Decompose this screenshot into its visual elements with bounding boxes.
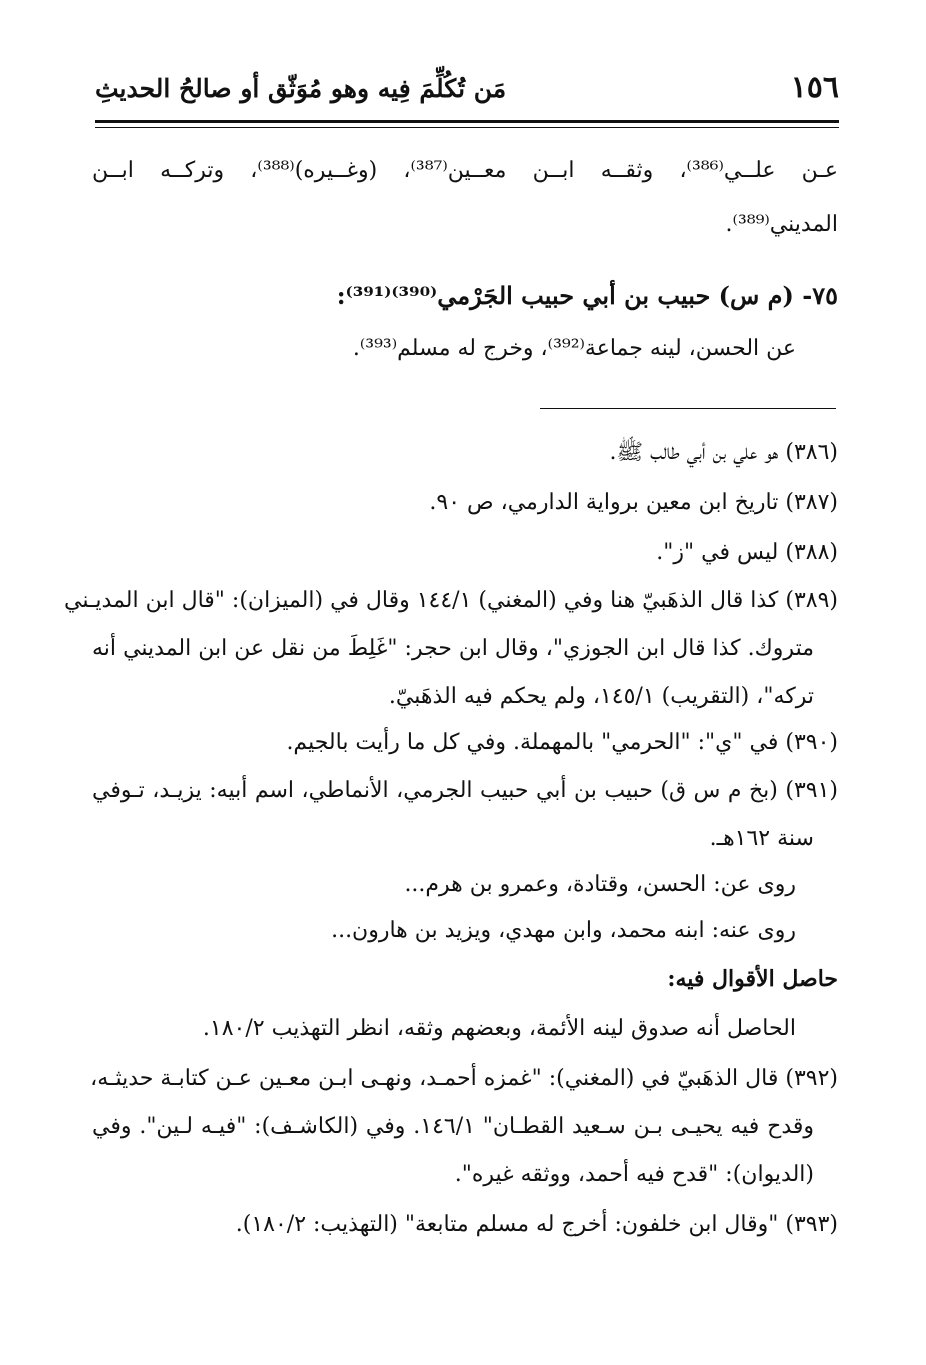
footnote-line: الحاصل أنه صدوق لينه الأئمة، وبعضهم وثقه، انظر التهذيب ١٨٠/٢. [202, 1016, 796, 1041]
footnote-line: (٣٩١) (بخ م س ق) حبيب بن أبي حبيب الجرمي، الأنماطي، اسم أبيه: يزيـد، تـوفي [92, 778, 838, 803]
footnote-line: سنة ١٦٢هـ. [709, 826, 814, 851]
main-text-line: عـن علــي⁽³⁸⁶⁾، وثقــه ابــن معــين⁽³⁸⁷⁾، (وغــيره)⁽³⁸⁸⁾، وتركــه ابــن [92, 158, 838, 183]
footnote-separator [540, 408, 836, 409]
entry-body: عن الحسن، لينه جماعة⁽³⁹²⁾، وخرج له مسلم⁽³⁹³⁾. [352, 336, 796, 361]
footnote-line: تركه"، (التقريب) ١٤٥/١، ولم يحكم فيه الذهَبيّ. [388, 684, 814, 709]
page-number: ١٥٦ [790, 70, 839, 105]
footnote-line: (الديوان): "قدح فيه أحمد، ووثقه غيره". [454, 1162, 814, 1187]
footnote-line: (٣٨٦) هو علي بن أبي طالب ﷺ. [609, 440, 838, 465]
footnote-line: (٣٨٩) كذا قال الذهَبيّ هنا وفي (المغني) ١٤٤/١ وقال في (الميزان): "قال ابن المديـني [64, 588, 838, 613]
footnote-line: (٣٨٨) ليس في "ز". [656, 540, 838, 565]
footnote-line: روى عن: الحسن، وقتادة، وعمرو بن هرم... [404, 872, 796, 897]
section-heading: حاصل الأقوال فيه: [667, 966, 838, 992]
footnote-line: (٣٩٣) "وقال ابن خلفون: أخرج له مسلم متابعة" (التهذيب: ١٨٠/٢). [235, 1212, 838, 1237]
footnote-line: متروك. كذا قال ابن الجوزي"، وقال ابن حجر: "غَلِطَ من نقل عن ابن المديني أنه [92, 636, 814, 661]
footnote-line: روى عنه: ابنه محمد، وابن مهدي، ويزيد بن هارون... [331, 918, 796, 943]
footnote-line: (٣٨٧) تاريخ ابن معين برواية الدارمي، ص ٩٠. [429, 490, 838, 515]
footnote-line: (٣٩٢) قال الذهَبيّ في (المغني): "غمزه أحمـد، ونهـى ابـن معـين عـن كتابـة حديثـه، [90, 1066, 838, 1091]
running-title: مَن تُكُلِّمَ فِيه وهو مُوَثّق أو صالحُ الحديثِ [95, 74, 507, 103]
entry-title: ٧٥- (م س) حبيب بن أبي حبيب الجَرْمي⁽³⁹⁰⁾⁽³⁹¹⁾: [336, 281, 838, 310]
footnote-line: وقدح فيه يحيـى بـن سـعيد القطـان" ١٤٦/١. وفي (الكاشـف): "فيـه لـين". وفي [92, 1114, 815, 1139]
page-header [95, 70, 839, 114]
header-rule [95, 120, 839, 123]
header-rule-thin [95, 127, 839, 128]
main-text-line: المديني⁽³⁸⁹⁾. [725, 212, 838, 237]
footnote-line: (٣٩٠) في "ي": "الحرمي" بالمهملة. وفي كل ما رأيت بالجيم. [286, 730, 838, 755]
